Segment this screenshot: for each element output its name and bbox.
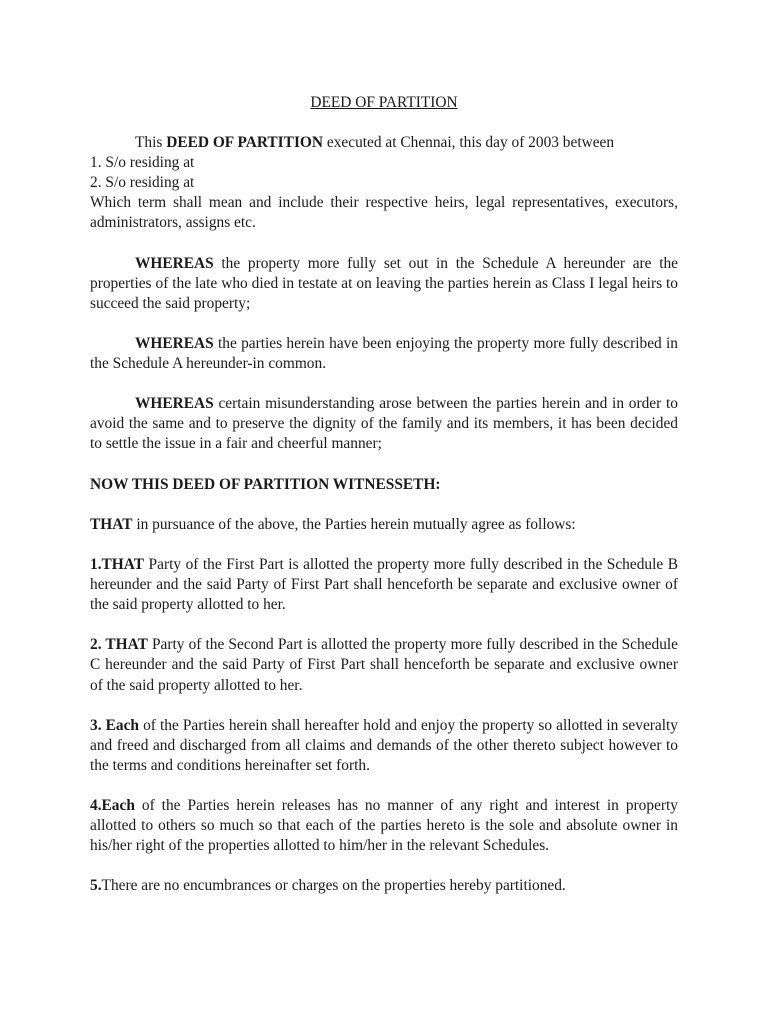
clause-number: 4.Each [90, 797, 135, 815]
clause-1 [90, 555, 678, 615]
whereas-keyword: WHEREAS [135, 395, 214, 413]
clause-3 [90, 716, 678, 776]
intro-prefix: This [135, 134, 167, 151]
that-text: in pursuance of the above, the Parties herein mutually agree as follows: [132, 515, 576, 533]
clause-number: 3. Each [90, 716, 139, 734]
which-term-paragraph: Which term shall mean and include their respective heirs, legal representatives, executors, administrators, assigns etc. [90, 194, 678, 232]
whereas-text: the parties herein have been enjoying the property more fully described in the Schedule A hereunder-in common. [90, 334, 678, 373]
clause-number: 1.THAT [90, 555, 145, 573]
clause-text: Party of the Second Part is allotted the property more fully described in the Schedule C hereunder and the said Party of First Part shall henceforth be separate and exclusive owner of the said property allotted to her. [90, 636, 678, 694]
whereas-paragraph-1 [90, 254, 678, 314]
clause-text: There are no encumbrances or charges on the properties hereby partitioned. [101, 877, 566, 895]
clause-5 [90, 876, 678, 896]
whereas-text: certain misunderstanding arose between the parties herein and in order to avoid the same and to preserve the dignity of the family and its members, it has been decided to settle the issue in a fair and cheerful manner; [90, 395, 678, 453]
clause-number: 2. THAT [90, 636, 148, 654]
intro-rest: executed at Chennai, this day of 2003 between [323, 134, 615, 151]
party-line-2: 2. S/o residing at [90, 174, 195, 192]
whereas-paragraph-3 [90, 394, 678, 454]
whereas-keyword: WHEREAS [135, 254, 214, 272]
that-keyword: THAT [90, 515, 133, 533]
document-page [90, 93, 678, 897]
clause-text: Party of the First Part is allotted the property more fully described in the Schedule B hereunder and the said Party of First Part shall henceforth be separate and exclusive owner of the said property allotted to her. [90, 555, 678, 614]
clause-number: 5. [90, 877, 102, 895]
clause-text: of the Parties herein shall hereafter hold and enjoy the property so allotted in severalty and freed and discharged from all claims and demands of the other thereto subject however to the terms and conditions hereinafter set forth. [90, 716, 678, 774]
that-paragraph [90, 515, 678, 535]
intro-bold: DEED OF PARTITION [166, 134, 324, 151]
whereas-keyword: WHEREAS [135, 334, 214, 352]
clause-4 [90, 796, 678, 856]
whereas-paragraph-2 [90, 334, 678, 374]
party-line-1: 1. S/o residing at [90, 154, 195, 172]
clause-2 [90, 635, 678, 695]
intro-paragraph [90, 133, 678, 153]
clause-text: of the Parties herein releases has no manner of any right and interest in property allotted to others so much so that each of the parties hereto is the sole and absolute owner in his/her right of the properties allotted to him/her in the relevant Schedules. [90, 797, 678, 855]
witnesseth-heading: NOW THIS DEED OF PARTITION WITNESSETH: [90, 475, 441, 493]
whereas-text: the property more fully set out in the Schedule A hereunder are the properties of the late who died in testate at on leaving the parties herein as Class I legal heirs to succeed the said property; [90, 254, 678, 312]
document-title: DEED OF PARTITION [310, 94, 458, 111]
